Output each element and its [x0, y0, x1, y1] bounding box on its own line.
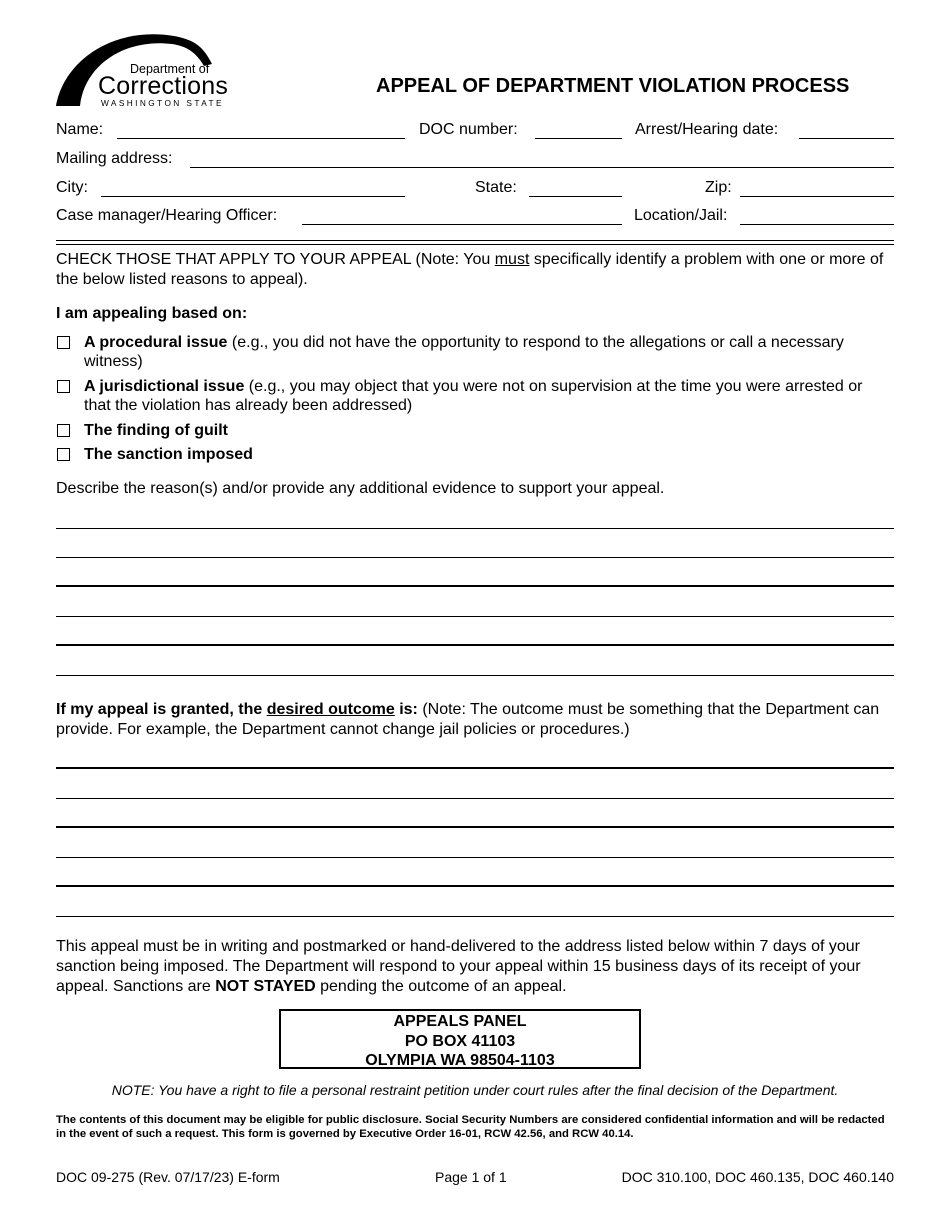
address-line3: OLYMPIA WA 98504-1103	[365, 1052, 555, 1069]
logo-line3: WASHINGTON STATE	[101, 98, 224, 108]
case-manager-field[interactable]	[302, 206, 622, 225]
form-id: DOC 09-275 (Rev. 07/17/23) E-form	[56, 1169, 280, 1185]
reason-writing-line[interactable]	[56, 585, 894, 587]
desired-outcome-emphasis: desired outcome	[266, 701, 395, 718]
appealing-heading: I am appealing based on:	[56, 305, 248, 322]
outcome-writing-line[interactable]	[56, 885, 894, 887]
jurisdictional-reason: A jurisdictional issue (e.g., you may object that you were not on supervision at the time you were arrested or that the violation has already been addressed)	[84, 378, 863, 414]
finding-of-guilt-reason: The finding of guilt	[84, 422, 228, 439]
zip-field[interactable]	[740, 178, 894, 197]
outcome-writing-line[interactable]	[56, 767, 894, 769]
reason-writing-line[interactable]	[56, 675, 894, 676]
deadline-text: This appeal must be in writing and postmarked or hand-delivered to the address listed below within 7 days of your sanction being imposed. The Department will respond to your appeal within 15 business days of its receipt of your appeal. Sanctions are NOT STAYED pending the outcome of an appeal.	[56, 938, 861, 995]
city-field[interactable]	[101, 178, 405, 197]
doc-logo	[54, 30, 244, 110]
city-label: City:	[56, 179, 88, 196]
page-title: APPEAL OF DEPARTMENT VIOLATION PROCESS	[376, 75, 850, 97]
sanction-imposed-reason: The sanction imposed	[84, 446, 253, 463]
desired-outcome-prompt: If my appeal is granted, the desired outcome is: (Note: The outcome must be something that the Department can provide. For example, the Department cannot change jail policies or procedures.)	[56, 701, 880, 738]
mailing-address-field[interactable]	[190, 149, 894, 168]
sanction-imposed-checkbox[interactable]	[57, 448, 70, 461]
procedural-reason: A procedural issue (e.g., you did not have the opportunity to respond to the allegations or call a necessary witness)	[84, 334, 844, 370]
logo-line2: Corrections	[98, 72, 229, 100]
address-line2: PO BOX 41103	[404, 1032, 516, 1050]
address-line1: APPEALS PANEL	[393, 1013, 527, 1030]
name-field[interactable]	[117, 120, 405, 139]
state-field[interactable]	[529, 178, 622, 197]
mailing-address-label: Mailing address:	[56, 150, 173, 167]
check-instructions: CHECK THOSE THAT APPLY TO YOUR APPEAL (Note: You must specifically identify a problem with one or more of the below listed reasons to appeal).	[56, 251, 884, 288]
outcome-writing-line[interactable]	[56, 857, 894, 858]
restraint-petition-note: NOTE: You have a right to file a personal restraint petition under court rules after the final decision of the Department.	[111, 1082, 839, 1098]
appeals-address-box	[279, 1009, 641, 1069]
location-field[interactable]	[740, 206, 894, 225]
section-divider	[56, 240, 894, 245]
outcome-writing-line[interactable]	[56, 916, 894, 917]
case-manager-label: Case manager/Hearing Officer:	[56, 207, 278, 224]
describe-prompt: Describe the reason(s) and/or provide any additional evidence to support your appeal.	[56, 480, 665, 497]
logo-line1: Department of	[130, 62, 210, 76]
finding-of-guilt-checkbox[interactable]	[57, 424, 70, 437]
policy-references: DOC 310.100, DOC 460.135, DOC 460.140	[621, 1169, 894, 1185]
reason-writing-line[interactable]	[56, 557, 894, 558]
disclosure-notice: The contents of this document may be eligible for public disclosure. Social Security Numbers are considered confidential information and will be redacted in the event of such a request. This form is governed by Executive Order 16-01, RCW 42.56, and RCW 40.14.	[56, 1114, 885, 1140]
page-number: Page 1 of 1	[435, 1169, 507, 1185]
procedural-checkbox[interactable]	[57, 336, 70, 349]
arrest-date-field[interactable]	[799, 120, 894, 139]
zip-label: Zip:	[705, 179, 732, 196]
outcome-writing-line[interactable]	[56, 826, 894, 828]
name-label: Name:	[56, 121, 104, 138]
location-label: Location/Jail:	[634, 207, 728, 224]
state-label: State:	[475, 179, 517, 196]
reason-writing-line[interactable]	[56, 528, 894, 529]
must-emphasis: must	[494, 251, 530, 268]
jurisdictional-checkbox[interactable]	[57, 380, 70, 393]
reason-writing-line[interactable]	[56, 616, 894, 617]
doc-number-field[interactable]	[535, 120, 622, 139]
doc-number-label: DOC number:	[419, 121, 518, 138]
outcome-writing-line[interactable]	[56, 798, 894, 799]
reason-writing-line[interactable]	[56, 644, 894, 646]
arrest-date-label: Arrest/Hearing date:	[635, 121, 779, 138]
